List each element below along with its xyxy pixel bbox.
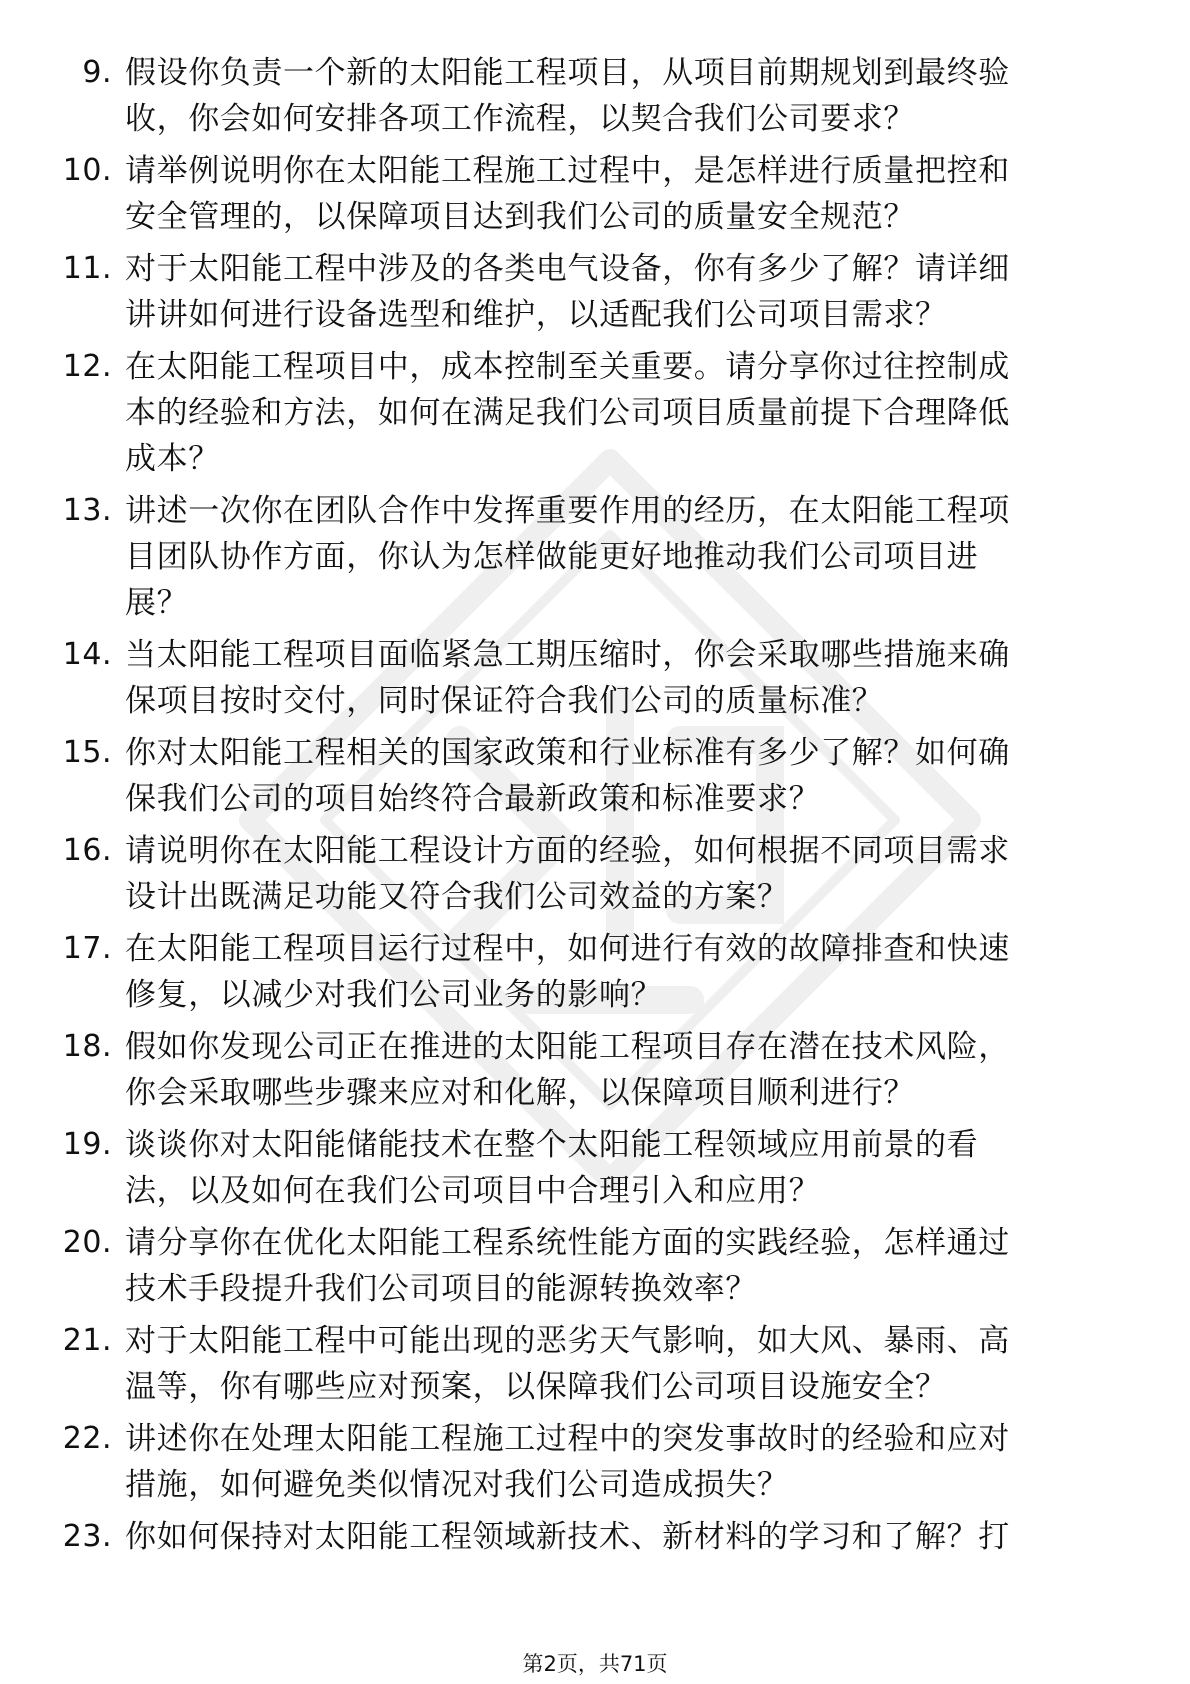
question-text-line: 你如何保持对太阳能工程领域新技术、新材料的学习和了解？打: [125, 1519, 1010, 1555]
question-number: 20.: [62, 1225, 112, 1260]
question-text: [125, 246, 1113, 338]
question-text-line: 保我们公司的项目始终符合最新政策和标准要求？: [125, 781, 821, 817]
question-text-line: 设计出既满足功能又符合我们公司效益的方案？: [125, 879, 789, 915]
question-text: [125, 1514, 1113, 1560]
question-text-line: 温等，你有哪些应对预案，以保障我们公司项目设施安全？: [125, 1369, 947, 1405]
question-text-line: 安全管理的，以保障项目达到我们公司的质量安全规范？: [125, 199, 915, 235]
question-text: [125, 1220, 1113, 1312]
question-item: [0, 246, 1190, 338]
page-footer: 第2页，共71页: [522, 1652, 668, 1676]
question-text: [125, 1122, 1113, 1214]
question-text-line: 当太阳能工程项目面临紧急工期压缩时，你会采取哪些措施来确: [125, 637, 1010, 673]
question-text-line: 讲述一次你在团队合作中发挥重要作用的经历，在太阳能工程项: [125, 493, 1010, 529]
question-item: [0, 730, 1190, 822]
question-item: [0, 828, 1190, 920]
question-text-line: 在太阳能工程项目中，成本控制至关重要。请分享你过往控制成: [125, 349, 1010, 385]
question-item: [0, 1318, 1190, 1410]
question-text: [125, 926, 1113, 1018]
question-number: 18.: [62, 1029, 112, 1064]
question-text-line: 保项目按时交付，同时保证符合我们公司的质量标准？: [125, 683, 884, 719]
question-item: [0, 1416, 1190, 1508]
question-item: [0, 344, 1190, 482]
question-item: [0, 1514, 1190, 1560]
question-text-line: 你会采取哪些步骤来应对和化解，以保障项目顺利进行？: [125, 1075, 915, 1111]
question-text: [125, 50, 1113, 142]
question-text-line: 在太阳能工程项目运行过程中，如何进行有效的故障排查和快速: [125, 931, 1010, 967]
question-text-line: 技术手段提升我们公司项目的能源转换效率？: [125, 1271, 757, 1307]
question-item: [0, 1122, 1190, 1214]
question-text: [125, 344, 1113, 482]
question-text: [125, 488, 1113, 626]
question-text-line: 请说明你在太阳能工程设计方面的经验，如何根据不同项目需求: [125, 833, 1010, 869]
question-number: 13.: [62, 493, 112, 528]
question-text: [125, 1024, 1113, 1116]
question-text: [125, 1318, 1113, 1410]
question-text: [125, 730, 1113, 822]
question-text: [125, 828, 1113, 920]
question-number: 21.: [62, 1323, 112, 1358]
question-text-line: 请分享你在优化太阳能工程系统性能方面的实践经验，怎样通过: [125, 1225, 1010, 1261]
question-text-line: 对于太阳能工程中可能出现的恶劣天气影响，如大风、暴雨、高: [125, 1323, 1010, 1359]
question-text-line: 对于太阳能工程中涉及的各类电气设备，你有多少了解？请详细: [125, 251, 1010, 287]
question-text-line: 假如你发现公司正在推进的太阳能工程项目存在潜在技术风险，: [125, 1029, 1010, 1065]
question-item: [0, 1024, 1190, 1116]
question-number: 12.: [62, 349, 112, 384]
question-item: [0, 488, 1190, 626]
question-text-line: 讲述你在处理太阳能工程施工过程中的突发事故时的经验和应对: [125, 1421, 1010, 1457]
question-text-line: 讲讲如何进行设备选型和维护，以适配我们公司项目需求？: [125, 297, 947, 333]
question-text-line: 修复，以减少对我们公司业务的影响？: [125, 977, 663, 1013]
question-number: 14.: [62, 637, 112, 672]
question-number: 9.: [82, 55, 112, 90]
question-number: 22.: [62, 1421, 112, 1456]
question-text-line: 展？: [125, 585, 189, 621]
question-number: 19.: [62, 1127, 112, 1162]
question-number: 11.: [62, 251, 112, 286]
question-item: [0, 926, 1190, 1018]
question-number: 10.: [62, 153, 112, 188]
question-text-line: 请举例说明你在太阳能工程施工过程中，是怎样进行质量把控和: [125, 153, 1010, 189]
question-text-line: 法，以及如何在我们公司项目中合理引入和应用？: [125, 1173, 821, 1209]
question-number: 16.: [62, 833, 112, 868]
question-text-line: 谈谈你对太阳能储能技术在整个太阳能工程领域应用前景的看: [125, 1127, 979, 1163]
question-text-line: 措施，如何避免类似情况对我们公司造成损失？: [125, 1467, 789, 1503]
question-item: [0, 148, 1190, 240]
question-text-line: 收，你会如何安排各项工作流程，以契合我们公司要求？: [125, 101, 915, 137]
question-text-line: 假设你负责一个新的太阳能工程项目，从项目前期规划到最终验: [125, 55, 1010, 91]
question-number: 17.: [62, 931, 112, 966]
question-text-line: 目团队协作方面，你认为怎样做能更好地推动我们公司项目进: [125, 539, 979, 575]
question-item: [0, 632, 1190, 724]
question-item: [0, 50, 1190, 142]
question-text-line: 本的经验和方法，如何在满足我们公司项目质量前提下合理降低: [125, 395, 1010, 431]
question-text: [125, 148, 1113, 240]
question-text-line: 你对太阳能工程相关的国家政策和行业标准有多少了解？如何确: [125, 735, 1010, 771]
question-text: [125, 1416, 1113, 1508]
question-text: [125, 632, 1113, 724]
question-text-line: 成本？: [125, 441, 220, 477]
question-number: 15.: [62, 735, 112, 770]
question-number: 23.: [62, 1519, 112, 1554]
question-item: [0, 1220, 1190, 1312]
